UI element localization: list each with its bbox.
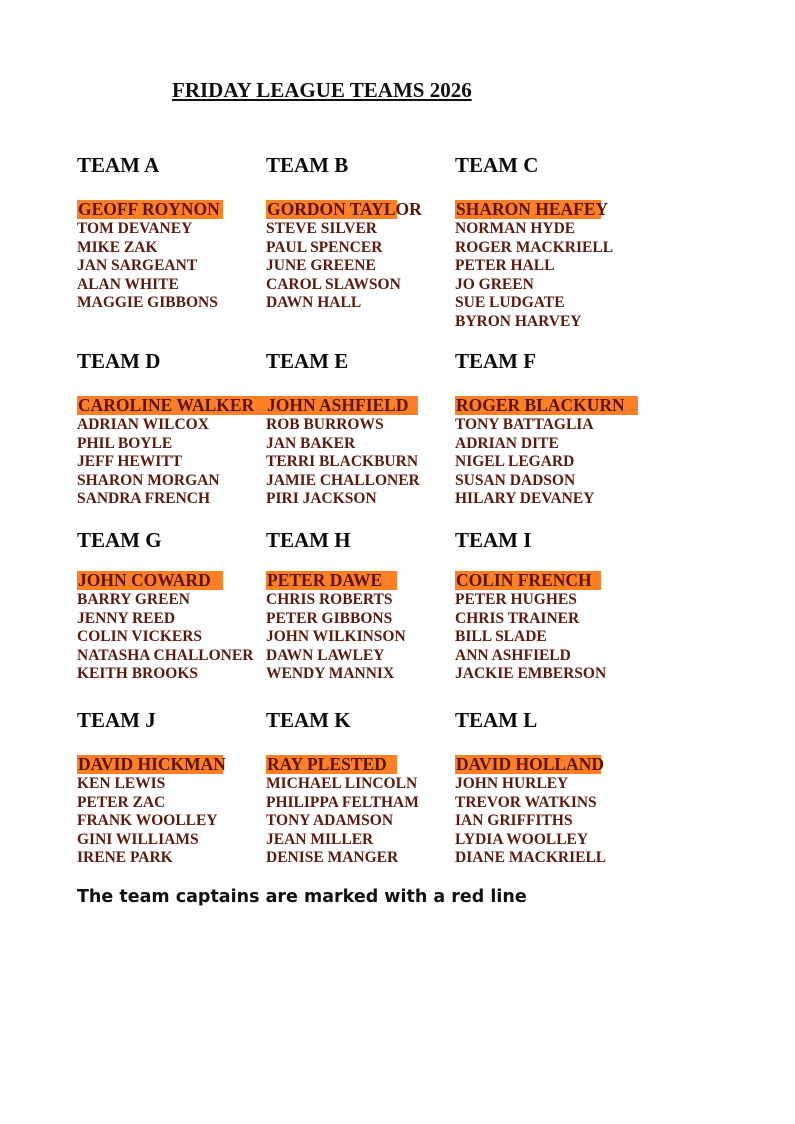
team-a-member: MIKE ZAK bbox=[77, 238, 158, 256]
team-l-captain: DAVID HOLLAND bbox=[456, 754, 604, 774]
team-l-member: IAN GRIFFITHS bbox=[455, 812, 573, 829]
team-j-captain: DAVID HICKMAN bbox=[78, 754, 226, 774]
team-h-member: DAWN LAWLEY bbox=[266, 646, 385, 664]
team-e-member: TERRI BLACKBURN bbox=[266, 453, 419, 470]
team-c-captain: SHARON HEAFEY bbox=[456, 199, 609, 219]
team-h-member: WENDY MANNIX bbox=[266, 665, 395, 682]
team-f-member: HILARY DEVANEY bbox=[455, 490, 595, 507]
team-j-member: PETER ZAC bbox=[77, 793, 166, 811]
team-a-heading: TEAM A bbox=[77, 153, 160, 177]
team-c-member: ROGER MACKRIELL bbox=[455, 238, 614, 256]
team-l-heading: TEAM L bbox=[455, 708, 538, 732]
team-l-member: JOHN HURLEY bbox=[455, 775, 569, 792]
team-d-member: ADRIAN WILCOX bbox=[77, 416, 209, 433]
team-h-member: PETER GIBBONS bbox=[266, 609, 393, 627]
team-k-member: PHILIPPA FELTHAM bbox=[266, 793, 419, 811]
team-g-member: KEITH BROOKS bbox=[77, 665, 199, 682]
team-l-member: DIANE MACKRIELL bbox=[455, 849, 607, 866]
team-g-member: COLIN VICKERS bbox=[77, 628, 203, 645]
team-e-member: JAN BAKER bbox=[266, 434, 356, 452]
team-a-member: ALAN WHITE bbox=[77, 275, 179, 293]
team-c-member: SUE LUDGATE bbox=[455, 294, 565, 311]
team-f-heading: TEAM F bbox=[455, 349, 537, 373]
team-k-member: TONY ADAMSON bbox=[266, 812, 394, 829]
team-i-member: CHRIS TRAINER bbox=[455, 609, 580, 627]
team-l-member: TREVOR WATKINS bbox=[455, 793, 597, 811]
team-k-member: JEAN MILLER bbox=[266, 830, 374, 848]
team-d-member: JEFF HEWITT bbox=[77, 453, 182, 470]
team-h-heading: TEAM H bbox=[266, 528, 351, 552]
team-d-heading: TEAM D bbox=[77, 349, 161, 373]
team-f-captain: ROGER BLACKURN bbox=[455, 396, 638, 415]
team-i-heading: TEAM I bbox=[455, 528, 532, 552]
team-j-member: GINI WILLIAMS bbox=[77, 830, 199, 848]
team-j-member: KEN LEWIS bbox=[77, 775, 166, 792]
team-e-member: ROB BURROWS bbox=[266, 416, 384, 433]
team-b-member: JUNE GREENE bbox=[266, 257, 376, 274]
team-i-captain: COLIN FRENCH bbox=[455, 571, 601, 590]
team-d-member: SHARON MORGAN bbox=[77, 471, 220, 489]
team-d-member: SANDRA FRENCH bbox=[77, 490, 211, 507]
team-g-captain: JOHN COWARD bbox=[77, 571, 223, 590]
team-c-member: PETER HALL bbox=[455, 257, 555, 274]
team-h-member: JOHN WILKINSON bbox=[266, 628, 406, 645]
team-c-member: NORMAN HYDE bbox=[455, 220, 576, 237]
team-i-member: PETER HUGHES bbox=[455, 591, 577, 608]
team-f-member: SUSAN DADSON bbox=[455, 471, 576, 489]
page-title: FRIDAY LEAGUE TEAMS 2026 bbox=[172, 78, 472, 102]
team-b-member: PAUL SPENCER bbox=[266, 238, 383, 256]
team-c-heading: TEAM C bbox=[455, 153, 539, 177]
team-b-member: DAWN HALL bbox=[266, 294, 362, 311]
team-i-member: BILL SLADE bbox=[455, 628, 547, 645]
team-h-captain: PETER DAWE bbox=[266, 571, 397, 590]
team-k-member: MICHAEL LINCOLN bbox=[266, 775, 418, 792]
captain-footnote: The team captains are marked with a red line bbox=[77, 887, 527, 907]
team-d-captain: CAROLINE WALKER bbox=[77, 396, 267, 415]
team-k-captain: RAY PLESTED bbox=[266, 755, 397, 774]
team-i-member: ANN ASHFIELD bbox=[455, 646, 571, 664]
team-a-member: MAGGIE GIBBONS bbox=[77, 294, 218, 311]
team-e-captain: JOHN ASHFIELD bbox=[266, 396, 418, 415]
team-b-heading: TEAM B bbox=[266, 153, 349, 177]
team-i-member: JACKIE EMBERSON bbox=[455, 665, 607, 682]
team-a-member: JAN SARGEANT bbox=[77, 257, 198, 274]
team-f-member: NIGEL LEGARD bbox=[455, 453, 575, 470]
team-f-member: ADRIAN DITE bbox=[455, 434, 559, 452]
team-f-member: TONY BATTAGLIA bbox=[455, 416, 594, 433]
team-g-member: JENNY REED bbox=[77, 609, 176, 627]
team-g-member: NATASHA CHALLONER bbox=[77, 646, 254, 664]
team-b-member: CAROL SLAWSON bbox=[266, 275, 401, 293]
team-j-member: IRENE PARK bbox=[77, 849, 173, 866]
team-e-member: JAMIE CHALLONER bbox=[266, 471, 420, 489]
team-k-member: DENISE MANGER bbox=[266, 849, 399, 866]
team-d-member: PHIL BOYLE bbox=[77, 434, 173, 452]
team-h-member: CHRIS ROBERTS bbox=[266, 591, 393, 608]
team-k-heading: TEAM K bbox=[266, 708, 351, 732]
team-e-heading: TEAM E bbox=[266, 349, 349, 373]
team-b-captain: GORDON TAYLOR bbox=[267, 199, 422, 219]
team-c-member: JO GREEN bbox=[455, 275, 534, 293]
team-b-member: STEVE SILVER bbox=[266, 220, 377, 237]
team-e-member: PIRI JACKSON bbox=[266, 490, 377, 507]
team-l-member: LYDIA WOOLLEY bbox=[455, 830, 589, 848]
team-g-heading: TEAM G bbox=[77, 528, 162, 552]
team-j-member: FRANK WOOLLEY bbox=[77, 812, 218, 829]
team-a-member: TOM DEVANEY bbox=[77, 220, 193, 237]
team-a-captain: GEOFF ROYNON bbox=[77, 200, 223, 219]
team-g-member: BARRY GREEN bbox=[77, 591, 190, 608]
team-j-heading: TEAM J bbox=[77, 708, 156, 732]
team-c-member: BYRON HARVEY bbox=[455, 312, 582, 330]
